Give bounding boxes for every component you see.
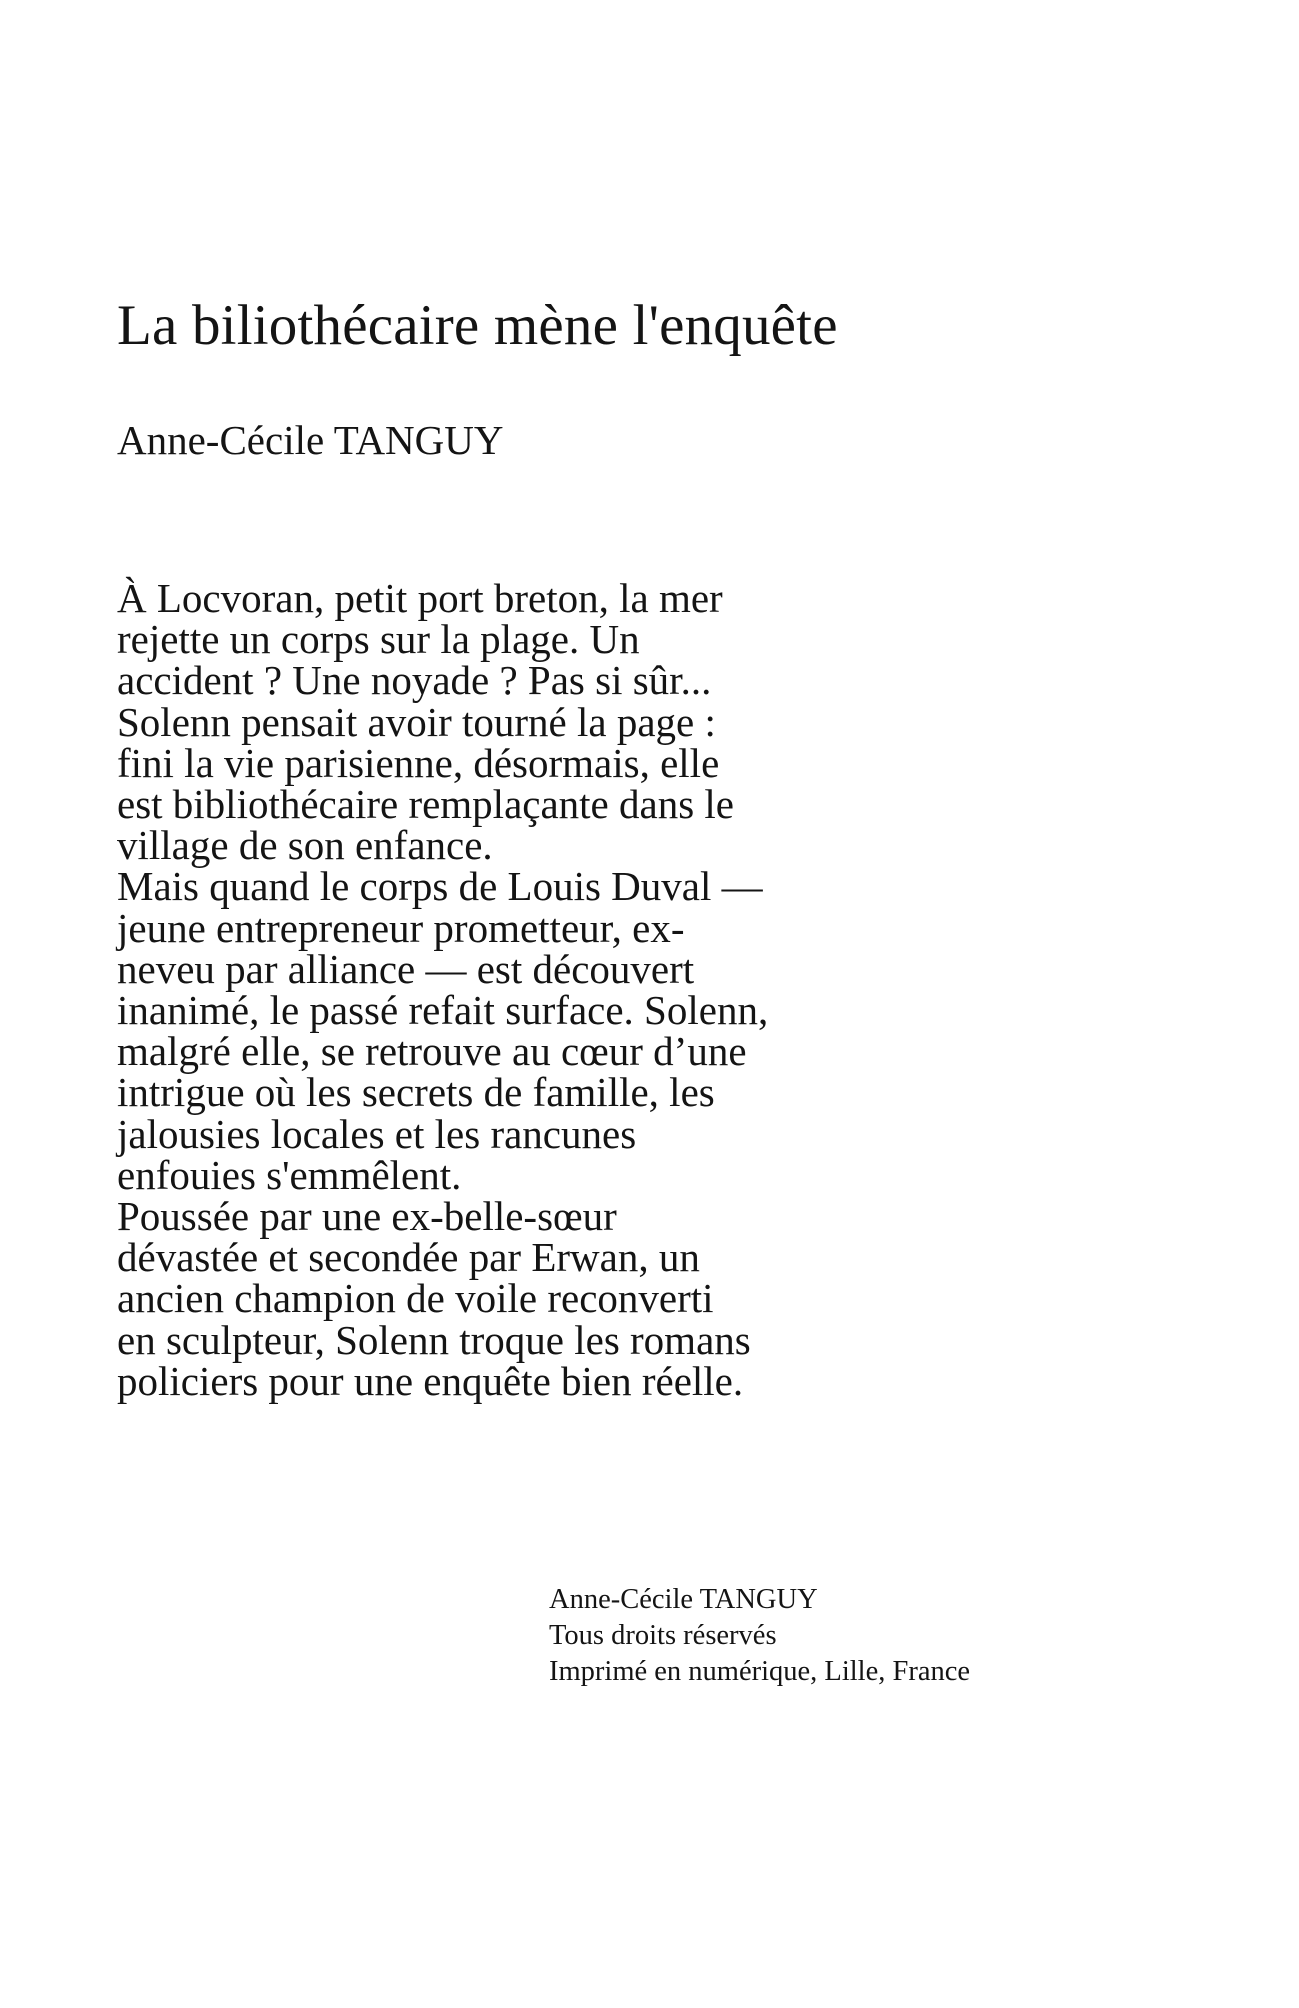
summary-line: jalousies locales et les rancunes	[117, 1110, 637, 1157]
summary-line: rejette un corps sur la plage. Un	[117, 616, 640, 663]
summary-line: enfouies s'emmêlent.	[117, 1151, 462, 1198]
summary-line: dévastée et secondée par Erwan, un	[117, 1234, 700, 1281]
summary-line: policiers pour une enquête bien réelle.	[117, 1357, 744, 1404]
summary-line: Solenn pensait avoir tourné la page :	[117, 698, 716, 745]
book-author: Anne-Cécile TANGUY	[117, 417, 504, 463]
summary-line: est bibliothécaire remplaçante dans le	[117, 781, 735, 828]
summary-line: en sculpteur, Solenn troque les romans	[117, 1316, 751, 1363]
summary-line: fini la vie parisienne, désormais, elle	[117, 739, 720, 786]
summary-line: village de son enfance.	[117, 822, 493, 869]
summary-line: neveu par alliance — est découvert	[117, 945, 695, 992]
summary-line: Poussée par une ex-belle-sœur	[117, 1193, 617, 1240]
colophon	[549, 1582, 970, 1690]
book-title: La biliothécaire mène l'enquête	[117, 294, 838, 357]
summary-line: ancien champion de voile reconverti	[117, 1275, 714, 1322]
summary-line: Mais quand le corps de Louis Duval —	[117, 863, 763, 910]
summary-line: inanimé, le passé refait surface. Solenn,	[117, 987, 769, 1034]
summary-line: jeune entrepreneur prometteur, ex-	[117, 904, 685, 951]
summary-line: accident ? Une noyade ? Pas si sûr...	[117, 657, 712, 704]
summary-line: intrigue où les secrets de famille, les	[117, 1069, 715, 1116]
summary-line: À Locvoran, petit port breton, la mer	[117, 575, 723, 621]
colophon-author: Anne-Cécile TANGUY	[549, 1584, 818, 1615]
book-summary	[117, 575, 997, 1404]
summary-line: malgré elle, se retrouve au cœur d’une	[117, 1028, 747, 1075]
colophon-rights: Tous droits réservés	[549, 1620, 777, 1651]
colophon-printing: Imprimé en numérique, Lille, France	[549, 1656, 971, 1687]
